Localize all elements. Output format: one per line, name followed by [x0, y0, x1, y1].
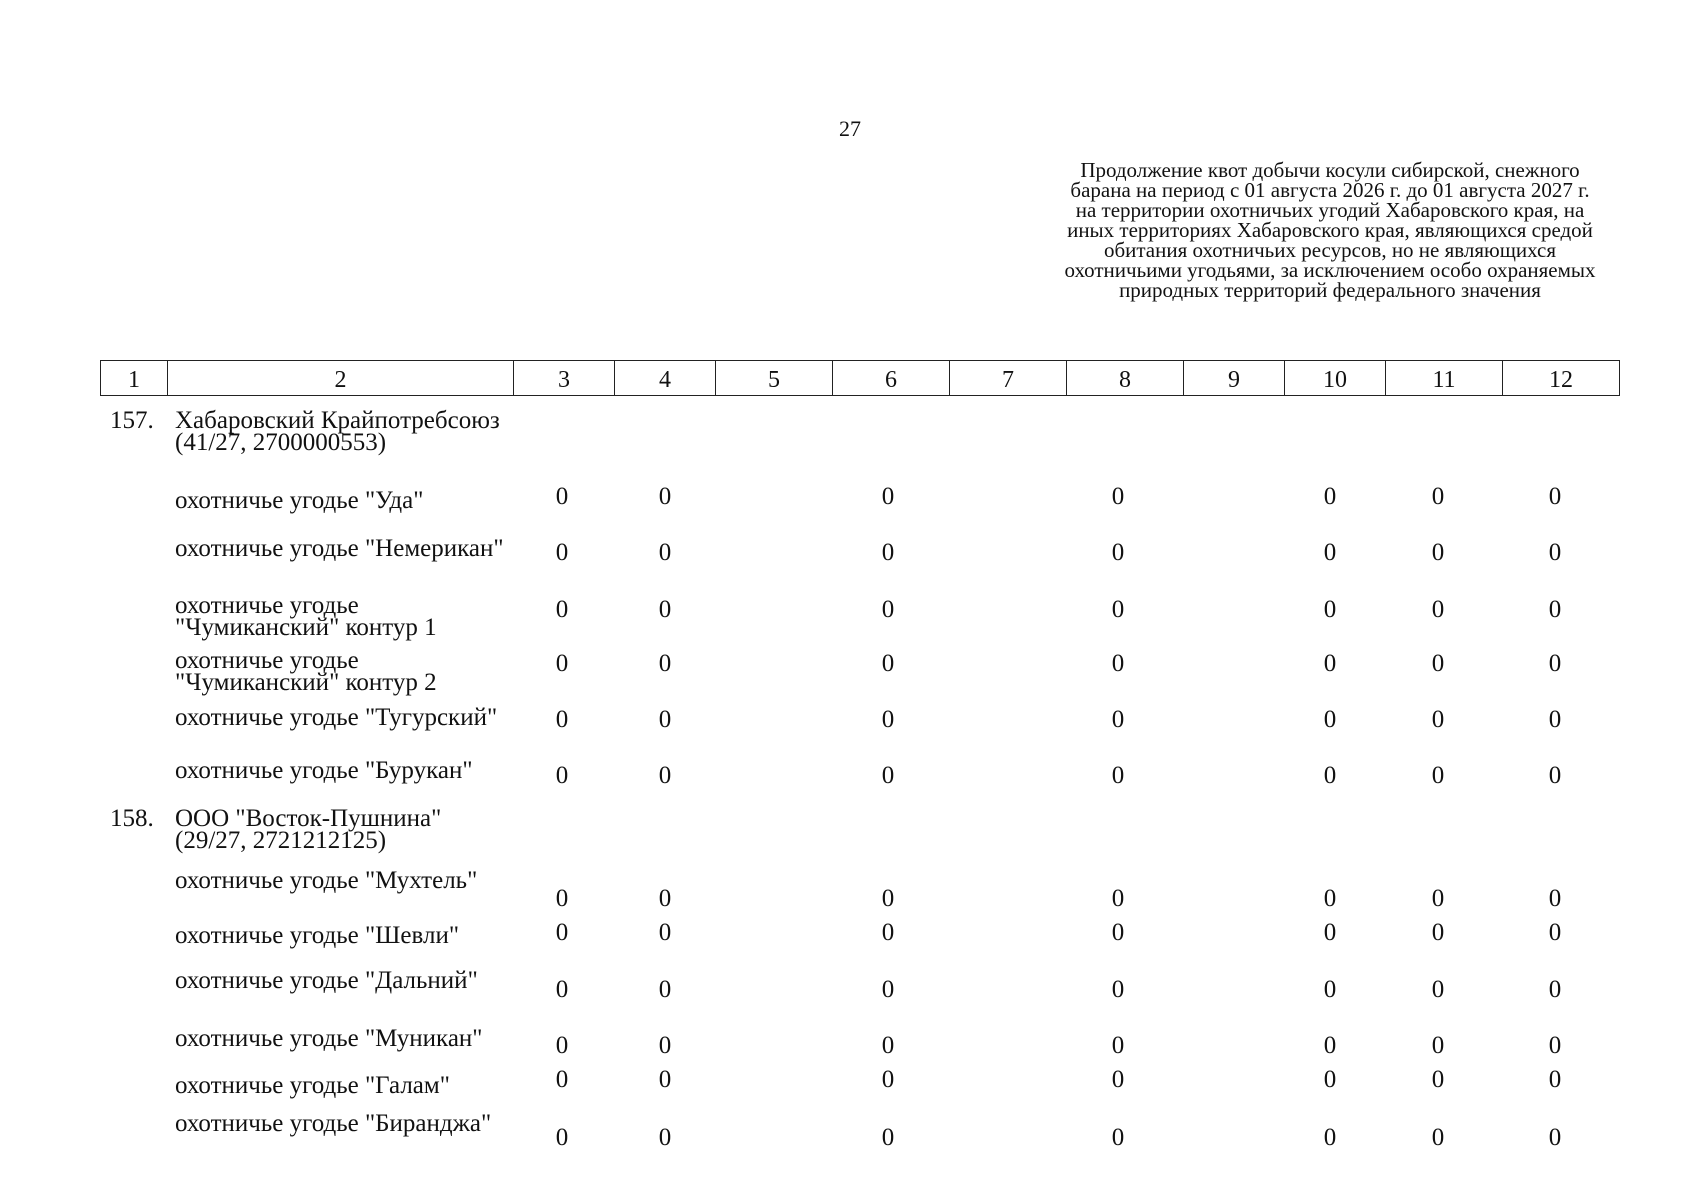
quota-value: 0 — [1111, 596, 1125, 623]
quota-value: 0 — [881, 706, 895, 733]
quota-value: 0 — [1111, 650, 1125, 677]
hunting-ground-name: охотничье угодье "Мухтель" — [175, 867, 478, 894]
quota-value: 0 — [658, 650, 672, 677]
column-header-9: 9 — [1184, 361, 1285, 396]
column-header-12: 12 — [1503, 361, 1620, 396]
quota-value: 0 — [1323, 1066, 1337, 1093]
column-header-7: 7 — [950, 361, 1067, 396]
quota-value: 0 — [881, 483, 895, 510]
hunting-ground-name: охотничье угодье "Шевли" — [175, 922, 460, 949]
hunting-ground-name: охотничье угодье "Тугурский" — [175, 704, 498, 731]
quota-value: 0 — [1431, 762, 1445, 789]
quota-value: 0 — [1323, 1032, 1337, 1059]
quota-value: 0 — [1111, 483, 1125, 510]
quota-value: 0 — [881, 1032, 895, 1059]
quota-value: 0 — [1111, 919, 1125, 946]
quota-value: 0 — [1323, 1124, 1337, 1151]
quota-value: 0 — [658, 596, 672, 623]
hunting-ground-name: охотничье угодье "Биранджа" — [175, 1110, 492, 1137]
quota-value: 0 — [555, 596, 569, 623]
quota-value: 0 — [881, 885, 895, 912]
quota-value: 0 — [1111, 1124, 1125, 1151]
quota-value: 0 — [555, 1124, 569, 1151]
quota-value: 0 — [1548, 1066, 1562, 1093]
hunting-ground-name: охотничье угодье "Дальний" — [175, 967, 478, 994]
column-header-1: 1 — [101, 361, 168, 396]
quota-value: 0 — [555, 919, 569, 946]
quota-value: 0 — [1548, 762, 1562, 789]
quota-value: 0 — [881, 762, 895, 789]
column-header-3: 3 — [514, 361, 615, 396]
quota-value: 0 — [1431, 706, 1445, 733]
quota-value: 0 — [1111, 976, 1125, 1003]
column-header-11: 11 — [1386, 361, 1503, 396]
quota-value: 0 — [881, 650, 895, 677]
quota-value: 0 — [1548, 1124, 1562, 1151]
quota-value: 0 — [1548, 650, 1562, 677]
quota-value: 0 — [1323, 706, 1337, 733]
quota-value: 0 — [555, 1066, 569, 1093]
quota-value: 0 — [1548, 539, 1562, 566]
quota-value: 0 — [658, 885, 672, 912]
column-header-5: 5 — [716, 361, 833, 396]
quota-value: 0 — [881, 919, 895, 946]
quota-value: 0 — [1323, 885, 1337, 912]
quota-value: 0 — [1111, 539, 1125, 566]
hunting-ground-name: охотничье угодье "Чумиканский" контур 2 — [175, 647, 437, 696]
quota-value: 0 — [1431, 539, 1445, 566]
quota-value: 0 — [1548, 919, 1562, 946]
hunting-ground-name: охотничье угодье "Галам" — [175, 1072, 450, 1099]
quota-value: 0 — [658, 1032, 672, 1059]
hunting-ground-name: охотничье угодье "Бурукан" — [175, 757, 473, 784]
quota-value: 0 — [555, 1032, 569, 1059]
hunting-ground-name: охотничье угодье "Чумиканский" контур 1 — [175, 592, 437, 641]
quota-value: 0 — [1431, 976, 1445, 1003]
quota-value: 0 — [555, 885, 569, 912]
quota-value: 0 — [1323, 483, 1337, 510]
continuation-title: Продолжение квот добычи косули сибирской, снежного барана на период с 01 августа 2026 г. до 01 августа 2027 г. на территории охотничьих угодий Хабаровского края, на иных территориях Хабаровского края, являющихся средой обитания охотничьих ресурсов, но не являющихся охотничьими угодьями, за исключением особо охраняемых природных территорий федерального значения — [1064, 158, 1596, 302]
quota-value: 0 — [1323, 539, 1337, 566]
column-header-10: 10 — [1285, 361, 1386, 396]
quota-value: 0 — [555, 483, 569, 510]
quota-value: 0 — [1111, 1032, 1125, 1059]
quota-value: 0 — [1548, 596, 1562, 623]
quota-value: 0 — [881, 539, 895, 566]
hunting-ground-name: охотничье угодье "Уда" — [175, 487, 424, 514]
quota-value: 0 — [1111, 762, 1125, 789]
column-header-2: 2 — [168, 361, 514, 396]
quota-value: 0 — [881, 976, 895, 1003]
quota-value: 0 — [1431, 596, 1445, 623]
quota-value: 0 — [658, 539, 672, 566]
quota-value: 0 — [881, 1066, 895, 1093]
quota-value: 0 — [1548, 706, 1562, 733]
quota-value: 0 — [1431, 483, 1445, 510]
quota-value: 0 — [658, 1124, 672, 1151]
quota-value: 0 — [658, 762, 672, 789]
quota-value: 0 — [1323, 762, 1337, 789]
organization-name: ООО "Восток-Пушнина" (29/27, 2721212125) — [175, 805, 442, 854]
quota-value: 0 — [1323, 596, 1337, 623]
quota-value: 0 — [1548, 483, 1562, 510]
quota-value: 0 — [1323, 650, 1337, 677]
organization-number: 158. — [110, 805, 154, 832]
column-header-6: 6 — [833, 361, 950, 396]
quota-value: 0 — [555, 976, 569, 1003]
quota-value: 0 — [658, 706, 672, 733]
quota-value: 0 — [1431, 919, 1445, 946]
quota-value: 0 — [555, 539, 569, 566]
quota-value: 0 — [555, 706, 569, 733]
quota-value: 0 — [881, 1124, 895, 1151]
hunting-ground-name: охотничье угодье "Муникан" — [175, 1025, 483, 1052]
quota-value: 0 — [1548, 1032, 1562, 1059]
quota-value: 0 — [658, 976, 672, 1003]
quota-value: 0 — [1323, 919, 1337, 946]
organization-name: Хабаровский Крайпотребсоюз (41/27, 2700000553) — [175, 407, 500, 456]
quota-value: 0 — [881, 596, 895, 623]
quota-value: 0 — [1431, 650, 1445, 677]
quota-value: 0 — [1548, 885, 1562, 912]
quota-value: 0 — [1431, 885, 1445, 912]
quota-value: 0 — [1111, 706, 1125, 733]
page-number: 27 — [839, 116, 861, 141]
quota-value: 0 — [658, 919, 672, 946]
quota-value: 0 — [1548, 976, 1562, 1003]
hunting-ground-name: охотничье угодье "Немерикан" — [175, 535, 504, 562]
quota-value: 0 — [1431, 1066, 1445, 1093]
column-header-4: 4 — [615, 361, 716, 396]
quota-value: 0 — [1111, 885, 1125, 912]
quota-value: 0 — [1431, 1124, 1445, 1151]
quota-value: 0 — [555, 650, 569, 677]
organization-number: 157. — [110, 407, 154, 434]
column-header-8: 8 — [1067, 361, 1184, 396]
quota-value: 0 — [1431, 1032, 1445, 1059]
quota-value: 0 — [1111, 1066, 1125, 1093]
quota-value: 0 — [555, 762, 569, 789]
quota-value: 0 — [658, 1066, 672, 1093]
quota-value: 0 — [1323, 976, 1337, 1003]
quota-value: 0 — [658, 483, 672, 510]
